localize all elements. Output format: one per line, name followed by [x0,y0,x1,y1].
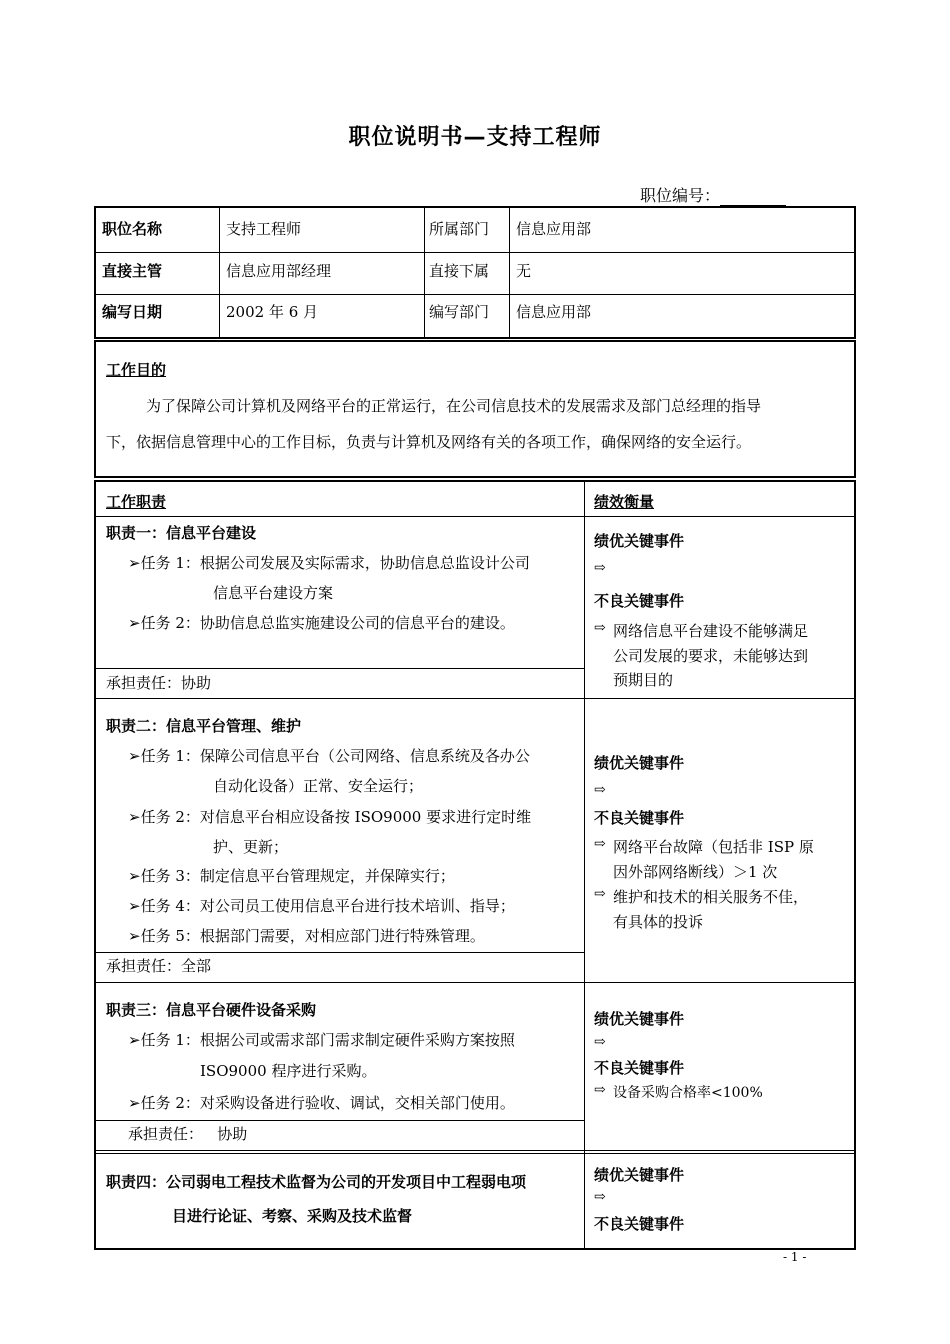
duty2-bad-item2-arrow-icon: ⇨ [594,886,606,902]
duty2-bad-item1-line2: 因外部网络断线）＞1 次 [613,863,778,881]
duty1-bad-item1-line1: 网络信息平台建设不能够满足 [613,622,809,640]
duty2-bad-label: 不良关键事件 [594,809,685,827]
duty2-bad-item2-line2: 有具体的投诉 [613,913,704,931]
duty2-task3: ➢任务 3：制定信息平台管理规定，并保障实行； [128,867,455,885]
duty1-responsibility: 承担责任：协助 [106,674,212,692]
info-key-supervisor: 直接主管 [102,262,163,280]
info-key-position-name: 职位名称 [102,220,163,238]
duties-header-right: 绩效衡量 [594,493,655,511]
duty1-good-label: 绩优关键事件 [594,532,685,550]
duty1-task1-line2: 信息平台建设方案 [213,584,334,602]
info-value-subordinate: 无 [516,262,532,280]
duty1-task2: ➢任务 2：协助信息总监实施建设公司的信息平台的建设。 [128,614,515,632]
duty2-title: 职责二：信息平台管理、维护 [106,717,302,735]
duty2-bad-item2-line1: 维护和技术的相关服务不佳， [613,888,809,906]
duty3-good-arrow-icon: ⇨ [594,1034,606,1050]
info-key-department: 所属部门 [429,220,490,238]
duty2-task5: ➢任务 5：根据部门需要，对相应部门进行特殊管理。 [128,927,485,945]
duty2-bad-item1-line1: 网络平台故障（包括非 ISP 原 [613,838,814,856]
duty3-bad-item1: 设备采购合格率<100% [613,1085,763,1101]
info-value-supervisor: 信息应用部经理 [226,262,332,280]
duty2-task2-line2: 护、更新； [213,838,289,856]
info-value-position-name: 支持工程师 [226,220,302,238]
duty3-task2: ➢任务 2：对采购设备进行验收、调试，交相关部门使用。 [128,1094,515,1112]
page-number: - 1 - [783,1250,807,1264]
duty1-title: 职责一：信息平台建设 [106,524,257,542]
duty2-task2-line1: ➢任务 2：对信息平台相应设备按 ISO9000 要求进行定时维 [128,808,532,826]
duty1-good-arrow-icon: ⇨ [594,560,606,576]
info-key-written-dept: 编写部门 [429,303,490,321]
info-value-written-date: 2002 年 6 月 [226,303,319,321]
duty3-title: 职责三：信息平台硬件设备采购 [106,1001,317,1019]
duty3-good-label: 绩优关键事件 [594,1010,685,1028]
duty3-bad-arrow-icon: ⇨ [594,1082,606,1098]
purpose-line-2: 下，依据信息管理中心的工作目标，负责与计算机及网络有关的各项工作，确保网络的安全运行。 [106,433,752,451]
info-key-subordinate: 直接下属 [429,262,490,280]
info-value-written-dept: 信息应用部 [516,303,592,321]
purpose-heading: 工作目的 [106,361,167,379]
duty4-good-label: 绩优关键事件 [594,1166,685,1184]
duty4-bad-label: 不良关键事件 [594,1215,685,1233]
duty1-bad-label: 不良关键事件 [594,592,685,610]
duty2-good-label: 绩优关键事件 [594,754,685,772]
info-key-written-date: 编写日期 [102,303,163,321]
duty4-title-line1: 职责四：公司弱电工程技术监督为公司的开发项目中工程弱电项 [106,1173,527,1191]
duty4-title-line2: 目进行论证、考察、采购及技术监督 [172,1207,413,1225]
duty4-good-arrow-icon: ⇨ [594,1189,606,1205]
position-number-blank [720,191,786,206]
duty1-bad-arrow-icon: ⇨ [594,620,606,636]
duty2-bad-item1-arrow-icon: ⇨ [594,836,606,852]
duty1-bad-item1-line2: 公司发展的要求，未能够达到 [613,647,809,665]
duty2-good-arrow-icon: ⇨ [594,782,606,798]
duty1-bad-item1-line3: 预期目的 [613,671,674,689]
position-number [640,183,786,206]
duty3-task1-line1: ➢任务 1：根据公司或需求部门需求制定硬件采购方案按照 [128,1031,515,1049]
duty3-bad-label: 不良关键事件 [594,1059,685,1077]
duty2-task1-line2: 自动化设备）正常、安全运行； [213,777,424,795]
duty3-responsibility: 承担责任： 协助 [128,1125,248,1143]
duty1-task1-line1: ➢任务 1：根据公司发展及实际需求，协助信息总监设计公司 [128,554,530,572]
duty2-task1-line1: ➢任务 1：保障公司信息平台（公司网络、信息系统及各办公 [128,747,530,765]
duty2-task4: ➢任务 4：对公司员工使用信息平台进行技术培训、指导； [128,897,515,915]
duty2-responsibility: 承担责任：全部 [106,957,212,975]
info-value-department: 信息应用部 [516,220,592,238]
page-title: 职位说明书—支持工程师 [348,125,602,150]
duty3-task1-line2: ISO9000 程序进行采购。 [200,1062,377,1080]
position-number-label: 职位编号： [640,186,721,205]
duties-header-left: 工作职责 [106,493,167,511]
purpose-line-1: 为了保障公司计算机及网络平台的正常运行，在公司信息技术的发展需求及部门总经理的指导 [146,397,762,415]
